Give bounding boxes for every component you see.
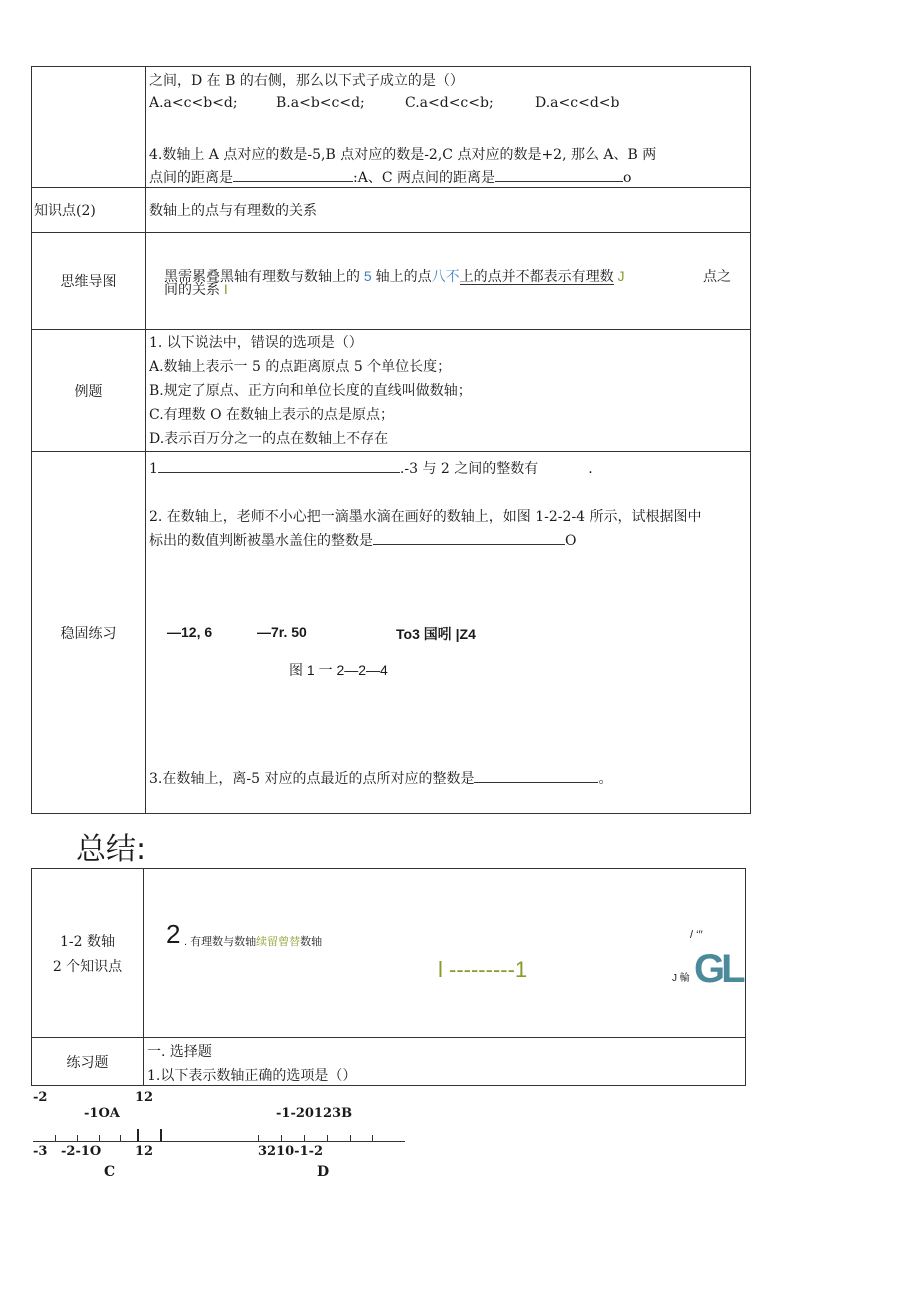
knowledge-point-text: 数轴上的点与有理数的关系 xyxy=(146,188,751,233)
mind-map-cell xyxy=(146,233,751,330)
mind-map-part: 八不 xyxy=(431,268,460,284)
exercise-cell xyxy=(144,1038,746,1086)
tick-bar xyxy=(137,1129,139,1141)
example-label: 例题 xyxy=(32,330,146,452)
example-question: 1. 以下说法中，错误的选项是（） xyxy=(149,335,363,351)
practice-cell xyxy=(146,452,751,814)
practice-label: 稳固练习 xyxy=(32,452,146,814)
option-c: C.a<d<c<b; xyxy=(405,95,494,111)
exercise-section: 一. 选择题 xyxy=(147,1044,212,1060)
answer-blank xyxy=(158,460,400,473)
summary-content-cell xyxy=(144,869,746,1038)
axis-c-right-label: 12 xyxy=(135,1144,154,1159)
axis-a-left-label: -2 xyxy=(33,1090,48,1105)
summary-big-number: 2 xyxy=(166,919,181,949)
summary-text-part: . 有理数与数轴 xyxy=(184,936,257,948)
tick-bar xyxy=(160,1129,162,1141)
q1-end: . xyxy=(588,461,593,477)
mind-map-part: I xyxy=(223,281,228,297)
summary-title: 总结: xyxy=(76,832,147,867)
figure-label-1: —12, 6 xyxy=(167,624,213,640)
worksheet-table xyxy=(31,66,751,814)
example-cell xyxy=(146,330,751,452)
answer-blank xyxy=(233,169,353,182)
knowledge-point-label: 知识点(2) xyxy=(32,188,146,233)
summary-text xyxy=(184,933,322,949)
tick xyxy=(327,1135,328,1141)
axis-c-mid-label: -2-1O xyxy=(61,1144,102,1159)
number-line xyxy=(33,1141,405,1142)
axis-a-label: -1OA xyxy=(84,1106,120,1121)
mind-map-part: 5 xyxy=(363,268,372,284)
tick xyxy=(99,1135,100,1141)
question-4-line1: 4.数轴上 A 点对应的数是-5,B 点对应的数是-2,C 点对应的数是+2, 那么 A、B 两 xyxy=(149,147,657,163)
axis-b-label: -1-20123B xyxy=(276,1106,353,1121)
summary-small-label: J 輪 xyxy=(672,973,690,984)
answer-blank xyxy=(373,532,565,545)
mind-map-part: 轴上的点 xyxy=(375,268,432,284)
tick xyxy=(304,1135,305,1141)
mind-map-part: J xyxy=(617,268,625,284)
summary-label-cell xyxy=(32,869,144,1038)
example-option-c: C.有理数 O 在数轴上表示的点是原点； xyxy=(149,407,395,423)
tick xyxy=(281,1135,282,1141)
summary-mark: / ‘′′ xyxy=(690,929,703,941)
example-option-d: D.表示百万分之一的点在数轴上不存在 xyxy=(149,431,389,447)
axis-c-left-label: -3 xyxy=(33,1144,48,1159)
example-option-a: A.数轴上表示一 5 的点距离原点 5 个单位长度； xyxy=(149,359,452,375)
q3-end: 。 xyxy=(598,771,613,787)
mind-map-part: 黑需累叠黑轴有理数与数轴上的 xyxy=(164,268,360,284)
summary-dash-line: l ---------1 xyxy=(438,957,528,982)
figure-label-2: —7r. 50 xyxy=(257,624,307,640)
tick xyxy=(372,1135,373,1141)
tick xyxy=(258,1135,259,1141)
summary-gl-logo: GL xyxy=(694,947,742,991)
mind-map-part: 间的关系 xyxy=(164,281,220,297)
q4-text-a: 点间的距离是 xyxy=(149,170,233,186)
practice-q2-line1: 2. 在数轴上，老师不小心把一滴墨水滴在画好的数轴上，如图 1-2-2-4 所示，试根据图中 xyxy=(149,509,702,525)
summary-text-part: 数轴 xyxy=(300,936,323,948)
practice-q1 xyxy=(149,458,593,478)
figure-caption: 图 1 一 2—2—4 xyxy=(289,662,388,678)
q1-text: .-3 与 2 之间的整数有 xyxy=(399,461,539,477)
answer-blank xyxy=(495,169,623,182)
option-d: D.a<c<d<b xyxy=(535,95,620,111)
q4-text-c: o xyxy=(623,170,632,186)
exercise-q1: 1.以下表示数轴正确的选项是（） xyxy=(147,1068,357,1084)
options-cell xyxy=(146,67,751,188)
axis-d-label: 3210-1-2 xyxy=(258,1144,324,1159)
figure-label-3: To3 国吲 |Z4 xyxy=(396,626,476,642)
mind-map-label: 思维导图 xyxy=(32,233,146,330)
exercise-label: 练习题 xyxy=(32,1038,144,1086)
question-continuation: 之间，D 在 B 的右侧，那么以下式子成立的是（） xyxy=(149,73,464,89)
summary-table xyxy=(31,868,746,1086)
option-d-letter: D xyxy=(317,1164,330,1180)
tick xyxy=(55,1135,56,1141)
answer-blank xyxy=(474,770,598,783)
practice-q2-line2 xyxy=(149,530,576,550)
tick xyxy=(77,1135,78,1141)
summary-label-1: 1-2 数轴 xyxy=(60,933,115,950)
option-a: A.a<c<b<d; xyxy=(149,95,238,111)
option-c-letter: C xyxy=(104,1164,116,1180)
mind-map-text-line2 xyxy=(164,279,228,299)
q1-number: 1 xyxy=(149,461,158,477)
summary-label-2: 2 个知识点 xyxy=(52,958,123,975)
tick xyxy=(120,1135,121,1141)
mind-map-part: 上的点并不都表示有理数 xyxy=(459,268,614,284)
tick xyxy=(350,1135,351,1141)
q4-text-b: :A、C 两点间的距离是 xyxy=(353,170,495,186)
option-b: B.a<b<c<d; xyxy=(276,95,365,111)
summary-text-part: 续留曾替 xyxy=(256,936,301,948)
practice-q3 xyxy=(149,768,612,788)
mind-map-text xyxy=(164,266,624,286)
mind-map-text-end: 点之 xyxy=(703,268,731,284)
q2-text: 标出的数值判断被墨水盖住的整数是 xyxy=(149,533,373,549)
axis-a-right-label: 12 xyxy=(135,1090,154,1105)
row-label-empty xyxy=(32,67,146,188)
example-option-b: B.规定了原点、正方向和单位长度的直线叫做数轴； xyxy=(149,383,472,399)
q3-text: 3.在数轴上，离-5 对应的点最近的点所对应的整数是 xyxy=(149,771,475,787)
question-4-line2 xyxy=(149,167,631,187)
q2-end: O xyxy=(565,533,577,549)
